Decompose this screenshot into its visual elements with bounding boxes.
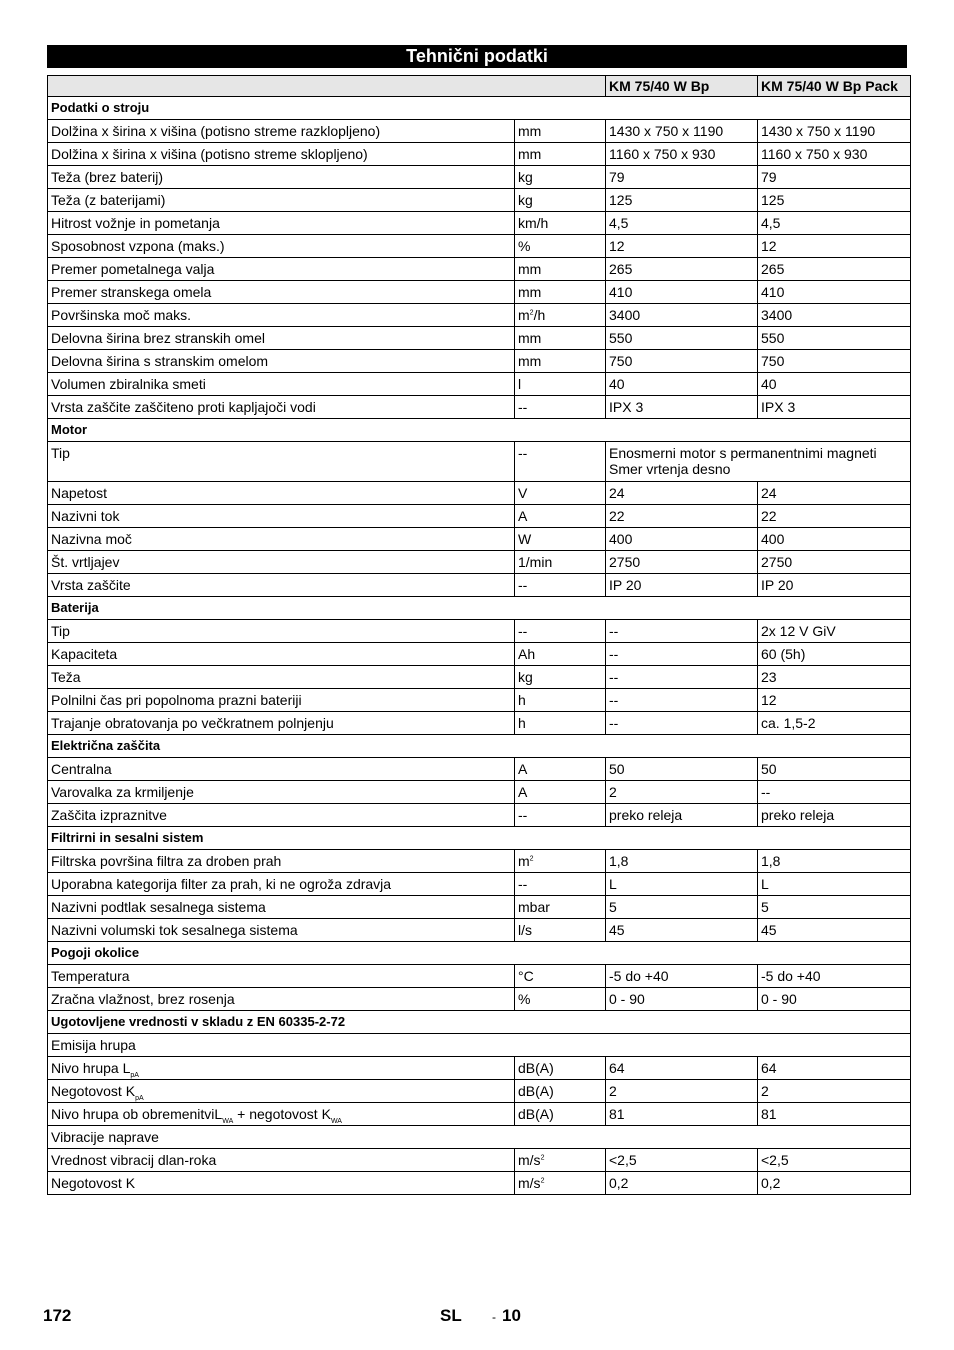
- unit-cell: h: [515, 689, 606, 712]
- parameter-label: Kapaciteta: [48, 643, 515, 666]
- section-title-row: [48, 735, 911, 758]
- parameter-label: Dolžina x širina x višina (potisno streme razklopljeno): [48, 120, 515, 143]
- parameter-label: Premer pometalnega valja: [48, 258, 515, 281]
- value-model-1: 125: [606, 189, 758, 212]
- value-model-1: 1,8: [606, 850, 758, 873]
- value-model-1: -5 do +40: [606, 965, 758, 988]
- table-row: [48, 482, 911, 505]
- table-row: [48, 643, 911, 666]
- unit-cell: mm: [515, 281, 606, 304]
- section-title: Električna zaščita: [48, 735, 911, 758]
- parameter-label: Sposobnost vzpona (maks.): [48, 235, 515, 258]
- value-model-1: 410: [606, 281, 758, 304]
- value-model-1: IPX 3: [606, 396, 758, 419]
- table-row: [48, 919, 911, 942]
- value-model-2: 24: [758, 482, 911, 505]
- value-model-1: 0,2: [606, 1172, 758, 1195]
- value-model-2: 750: [758, 350, 911, 373]
- unit-cell: mm: [515, 120, 606, 143]
- unit-cell: [515, 850, 606, 873]
- value-model-1: 81: [606, 1103, 758, 1126]
- value-model-1: 50: [606, 758, 758, 781]
- parameter-label: Nazivni tok: [48, 505, 515, 528]
- value-model-1: --: [606, 712, 758, 735]
- unit-cell: --: [515, 574, 606, 597]
- table-row: [48, 804, 911, 827]
- table-row: [48, 120, 911, 143]
- table-row: [48, 965, 911, 988]
- table-row: [48, 373, 911, 396]
- section-title-row: [48, 597, 911, 620]
- unit-base: m: [518, 853, 530, 869]
- table-row: [48, 528, 911, 551]
- table-row: [48, 1080, 911, 1103]
- value-model-1: --: [606, 689, 758, 712]
- section-title: Podatki o stroju: [48, 97, 911, 120]
- value-model-1: 64: [606, 1057, 758, 1080]
- subheader-row: [48, 1126, 911, 1149]
- value-model-2: preko releja: [758, 804, 911, 827]
- value-model-1: 22: [606, 505, 758, 528]
- value-model-1: --: [606, 666, 758, 689]
- section-title-row: [48, 827, 911, 850]
- parameter-label: Vrsta zaščite zaščiteno proti kapljajoči vodi: [48, 396, 515, 419]
- value-model-2: 60 (5h): [758, 643, 911, 666]
- value-model-2: IP 20: [758, 574, 911, 597]
- value-model-2: -5 do +40: [758, 965, 911, 988]
- unit-cell: °C: [515, 965, 606, 988]
- unit-superscript: 2: [540, 1154, 545, 1162]
- parameter-label: Dolžina x širina x višina (potisno streme sklopljeno): [48, 143, 515, 166]
- parameter-label: Vrednost vibracij dlan-roka: [48, 1149, 515, 1172]
- unit-cell: mm: [515, 143, 606, 166]
- table-row: [48, 896, 911, 919]
- parameter-label: Nazivni podtlak sesalnega sistema: [48, 896, 515, 919]
- unit-cell: V: [515, 482, 606, 505]
- table-row: [48, 143, 911, 166]
- unit-superscript: 2: [540, 1177, 545, 1185]
- value-model-2: 2: [758, 1080, 911, 1103]
- value-model-2: 64: [758, 1057, 911, 1080]
- table-row: [48, 166, 911, 189]
- value-model-2: 0,2: [758, 1172, 911, 1195]
- parameter-label: Napetost: [48, 482, 515, 505]
- unit-cell: h: [515, 712, 606, 735]
- table-row: [48, 574, 911, 597]
- page-title: Tehnični podatki: [47, 45, 907, 68]
- table-row: [48, 620, 911, 643]
- value-model-2: --: [758, 781, 911, 804]
- parameter-label: Vrsta zaščite: [48, 574, 515, 597]
- table-row: [48, 758, 911, 781]
- unit-cell: km/h: [515, 212, 606, 235]
- section-title: Ugotovljene vrednosti v skladu z EN 60335-2-72: [48, 1011, 911, 1034]
- sub-page-number: 10: [502, 1306, 521, 1325]
- label-text: Nivo hrupa L: [51, 1060, 131, 1076]
- value-model-1: L: [606, 873, 758, 896]
- language-code: SL: [440, 1306, 462, 1325]
- value-model-2: ca. 1,5-2: [758, 712, 911, 735]
- table-row: [48, 304, 911, 327]
- value-model-2: L: [758, 873, 911, 896]
- table-row: [48, 689, 911, 712]
- unit-base: m/s: [518, 1152, 541, 1168]
- parameter-label: Teža (brez baterij): [48, 166, 515, 189]
- value-model-2: 22: [758, 505, 911, 528]
- motor-type-value: [606, 442, 911, 482]
- table-row: [48, 850, 911, 873]
- table-row: [48, 189, 911, 212]
- parameter-label: Nazivni volumski tok sesalnega sistema: [48, 919, 515, 942]
- value-model-2: 2x 12 V GiV: [758, 620, 911, 643]
- label-text: Nivo hrupa ob obremenitviL: [51, 1106, 223, 1122]
- parameter-label: Delovna širina s stranskim omelom: [48, 350, 515, 373]
- table-row: [48, 281, 911, 304]
- technical-data-table: [47, 75, 911, 1195]
- unit-cell: dB(A): [515, 1080, 606, 1103]
- table-row: [48, 258, 911, 281]
- column-header-model-1: KM 75/40 W Bp: [606, 76, 758, 97]
- parameter-label: Teža: [48, 666, 515, 689]
- value-model-2: 1160 x 750 x 930: [758, 143, 911, 166]
- unit-cell: [515, 304, 606, 327]
- value-model-2: 81: [758, 1103, 911, 1126]
- table-row: [48, 666, 911, 689]
- value-model-2: 79: [758, 166, 911, 189]
- section-title-row: [48, 97, 911, 120]
- table-row: [48, 873, 911, 896]
- label-subscript: pA: [135, 1094, 144, 1102]
- parameter-label: [48, 1103, 515, 1126]
- value-model-2: 410: [758, 281, 911, 304]
- parameter-label: [48, 1080, 515, 1103]
- parameter-label: Zračna vlažnost, brez rosenja: [48, 988, 515, 1011]
- label-subscript: WA: [222, 1117, 234, 1125]
- motor-type-line-2: Smer vrtenja desno: [609, 461, 731, 477]
- table-row: [48, 327, 911, 350]
- parameter-label: Hitrost vožnje in pometanja: [48, 212, 515, 235]
- subheader-row: [48, 1034, 911, 1057]
- table-row: [48, 235, 911, 258]
- parameter-label: [48, 1057, 515, 1080]
- parameter-label: Trajanje obratovanja po večkratnem polnjenju: [48, 712, 515, 735]
- unit-cell: W: [515, 528, 606, 551]
- label-text: Negotovost K: [51, 1083, 136, 1099]
- table-row: [48, 396, 911, 419]
- value-model-1: --: [606, 620, 758, 643]
- parameter-label: Delovna širina brez stranskih omel: [48, 327, 515, 350]
- section-title: Filtrirni in sesalni sistem: [48, 827, 911, 850]
- parameter-label: Teža (z baterijami): [48, 189, 515, 212]
- page-dash: -: [492, 1310, 496, 1324]
- unit-cell: dB(A): [515, 1103, 606, 1126]
- unit-cell: mm: [515, 350, 606, 373]
- value-model-2: 12: [758, 689, 911, 712]
- unit-cell: --: [515, 396, 606, 419]
- value-model-1: 0 - 90: [606, 988, 758, 1011]
- value-model-1: 550: [606, 327, 758, 350]
- value-model-2: 12: [758, 235, 911, 258]
- section-title: Baterija: [48, 597, 911, 620]
- unit-cell: A: [515, 758, 606, 781]
- page-number: 172: [43, 1306, 72, 1325]
- unit-base: m/s: [518, 1175, 541, 1191]
- value-model-2: 4,5: [758, 212, 911, 235]
- label-subscript: pA: [130, 1071, 139, 1079]
- value-model-1: preko releja: [606, 804, 758, 827]
- value-model-2: 3400: [758, 304, 911, 327]
- table-row: [48, 781, 911, 804]
- parameter-label: Polnilni čas pri popolnoma prazni bateriji: [48, 689, 515, 712]
- table-row: [48, 350, 911, 373]
- table-row: [48, 1149, 911, 1172]
- parameter-label: Premer stranskega omela: [48, 281, 515, 304]
- parameter-label: Uporabna kategorija filter za prah, ki ne ogroža zdravja: [48, 873, 515, 896]
- value-model-1: 40: [606, 373, 758, 396]
- unit-cell: %: [515, 988, 606, 1011]
- parameter-label: Negotovost K: [48, 1172, 515, 1195]
- value-model-2: 40: [758, 373, 911, 396]
- table-row: [48, 442, 911, 482]
- value-model-2: 2750: [758, 551, 911, 574]
- label-subscript: WA: [330, 1117, 342, 1125]
- unit-cell: A: [515, 781, 606, 804]
- parameter-label: Varovalka za krmiljenje: [48, 781, 515, 804]
- value-model-1: 79: [606, 166, 758, 189]
- value-model-2: IPX 3: [758, 396, 911, 419]
- value-model-1: --: [606, 643, 758, 666]
- value-model-2: 125: [758, 189, 911, 212]
- unit-cell: [515, 1172, 606, 1195]
- value-model-1: 2: [606, 1080, 758, 1103]
- vibration-header: Vibracije naprave: [48, 1126, 911, 1149]
- value-model-1: 12: [606, 235, 758, 258]
- parameter-label: Centralna: [48, 758, 515, 781]
- value-model-2: 265: [758, 258, 911, 281]
- unit-cell: dB(A): [515, 1057, 606, 1080]
- value-model-2: 23: [758, 666, 911, 689]
- unit-base: m: [518, 307, 530, 323]
- noise-emission-header: Emisija hrupa: [48, 1034, 911, 1057]
- section-title: Pogoji okolice: [48, 942, 911, 965]
- parameter-label: Površinska moč maks.: [48, 304, 515, 327]
- value-model-1: 4,5: [606, 212, 758, 235]
- value-model-2: 400: [758, 528, 911, 551]
- unit-superscript: 2: [529, 855, 534, 863]
- parameter-label: Filtrska površina filtra za droben prah: [48, 850, 515, 873]
- value-model-1: 400: [606, 528, 758, 551]
- table-row: [48, 212, 911, 235]
- column-header-row: [48, 76, 911, 97]
- label-text: + negotovost K: [233, 1106, 331, 1122]
- value-model-1: 24: [606, 482, 758, 505]
- value-model-2: 45: [758, 919, 911, 942]
- parameter-label: Volumen zbiralnika smeti: [48, 373, 515, 396]
- section-title-row: [48, 942, 911, 965]
- unit-cell: --: [515, 873, 606, 896]
- unit-cell: kg: [515, 189, 606, 212]
- value-model-1: 2750: [606, 551, 758, 574]
- table-row: [48, 1057, 911, 1080]
- value-model-2: 1430 x 750 x 1190: [758, 120, 911, 143]
- table-row: [48, 1103, 911, 1126]
- value-model-1: <2,5: [606, 1149, 758, 1172]
- parameter-label: Zaščita izpraznitve: [48, 804, 515, 827]
- table-row: [48, 712, 911, 735]
- section-title-row: [48, 1011, 911, 1034]
- unit-cell: --: [515, 442, 606, 482]
- value-model-1: 45: [606, 919, 758, 942]
- unit-cell: mm: [515, 327, 606, 350]
- unit-cell: [515, 1149, 606, 1172]
- parameter-label: Temperatura: [48, 965, 515, 988]
- unit-cell: kg: [515, 666, 606, 689]
- unit-cell: --: [515, 620, 606, 643]
- parameter-label: Nazivna moč: [48, 528, 515, 551]
- value-model-2: 5: [758, 896, 911, 919]
- unit-cell: mbar: [515, 896, 606, 919]
- parameter-label: Tip: [48, 620, 515, 643]
- table-row: [48, 1172, 911, 1195]
- value-model-2: 1,8: [758, 850, 911, 873]
- value-model-1: 750: [606, 350, 758, 373]
- parameter-label: Št. vrtljajev: [48, 551, 515, 574]
- value-model-1: IP 20: [606, 574, 758, 597]
- unit-cell: mm: [515, 258, 606, 281]
- unit-cell: kg: [515, 166, 606, 189]
- section-title: Motor: [48, 419, 911, 442]
- value-model-1: 265: [606, 258, 758, 281]
- unit-cell: --: [515, 804, 606, 827]
- column-header-model-2: KM 75/40 W Bp Pack: [758, 76, 911, 97]
- unit-cell: Ah: [515, 643, 606, 666]
- table-row: [48, 551, 911, 574]
- value-model-2: 550: [758, 327, 911, 350]
- table-row: [48, 988, 911, 1011]
- value-model-1: 5: [606, 896, 758, 919]
- value-model-1: 2: [606, 781, 758, 804]
- unit-superscript: 2: [529, 309, 534, 317]
- parameter-label: Tip: [48, 442, 515, 482]
- value-model-1: 1430 x 750 x 1190: [606, 120, 758, 143]
- header-blank-cell: [48, 76, 606, 97]
- value-model-2: <2,5: [758, 1149, 911, 1172]
- value-model-1: 3400: [606, 304, 758, 327]
- unit-cell: l: [515, 373, 606, 396]
- value-model-1: 1160 x 750 x 930: [606, 143, 758, 166]
- section-title-row: [48, 419, 911, 442]
- motor-type-line-1: Enosmerni motor s permanentnimi magneti: [609, 445, 877, 461]
- unit-cell: %: [515, 235, 606, 258]
- value-model-2: 50: [758, 758, 911, 781]
- unit-cell: A: [515, 505, 606, 528]
- unit-cell: 1/min: [515, 551, 606, 574]
- unit-cell: l/s: [515, 919, 606, 942]
- unit-rest: /h: [533, 307, 546, 323]
- table-row: [48, 505, 911, 528]
- value-model-2: 0 - 90: [758, 988, 911, 1011]
